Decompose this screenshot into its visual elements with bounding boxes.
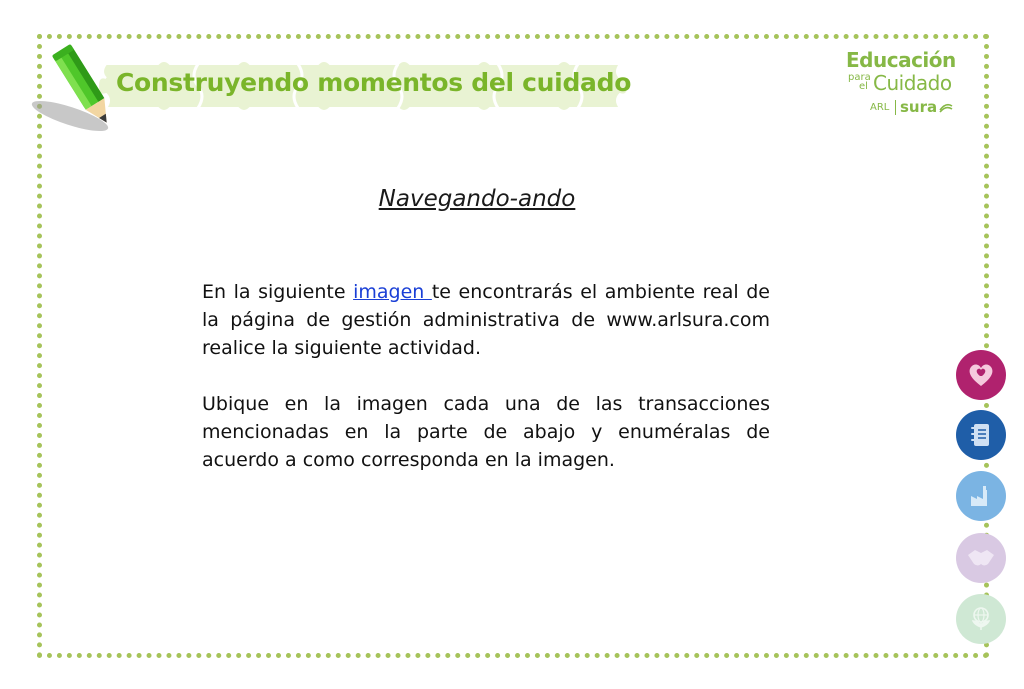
p1-before: En la siguiente (202, 281, 354, 303)
paragraph-1 (202, 278, 770, 362)
logo-separator (895, 100, 896, 115)
imagen-link[interactable]: imagen (353, 281, 432, 303)
page-title: Construyendo momentos del cuidado (116, 68, 632, 97)
side-nav-notebook-button[interactable] (956, 410, 1006, 460)
side-nav-handshake-button[interactable] (956, 533, 1006, 583)
globe-plant-icon (968, 605, 994, 633)
educacion-para-el-cuidado-logo (846, 48, 966, 124)
handshake-icon (966, 547, 996, 569)
pencil-icon (28, 44, 128, 140)
logo-main-text: Educación (846, 48, 956, 72)
logo-sura-text: sura (900, 98, 938, 116)
logo-sub-text: Cuidado (873, 71, 952, 95)
notebook-icon (969, 422, 993, 448)
logo-arl-text: ARL (870, 102, 890, 113)
side-nav-heart-button[interactable] (956, 350, 1006, 400)
logo-el-text: el (859, 81, 868, 92)
factory-icon (968, 484, 994, 508)
side-nav-globe-plant-button[interactable] (956, 594, 1006, 644)
header-banner (98, 58, 633, 116)
instructions-text (202, 278, 770, 502)
section-heading: Navegando-ando (378, 186, 576, 212)
heart-icon (967, 362, 995, 388)
p1-after: te encontrarás el ambiente real de la página de gestión administrativa de www.arlsura.com realice la siguiente actividad. (202, 281, 770, 359)
sura-swirl-icon (939, 100, 953, 114)
logo-para-text: para (848, 72, 871, 83)
side-nav-factory-button[interactable] (956, 471, 1006, 521)
paragraph-2: Ubique en la imagen cada una de las transacciones mencionadas en la parte de abajo y enuméralas de acuerdo a como corresponda en la imagen. (202, 393, 770, 471)
